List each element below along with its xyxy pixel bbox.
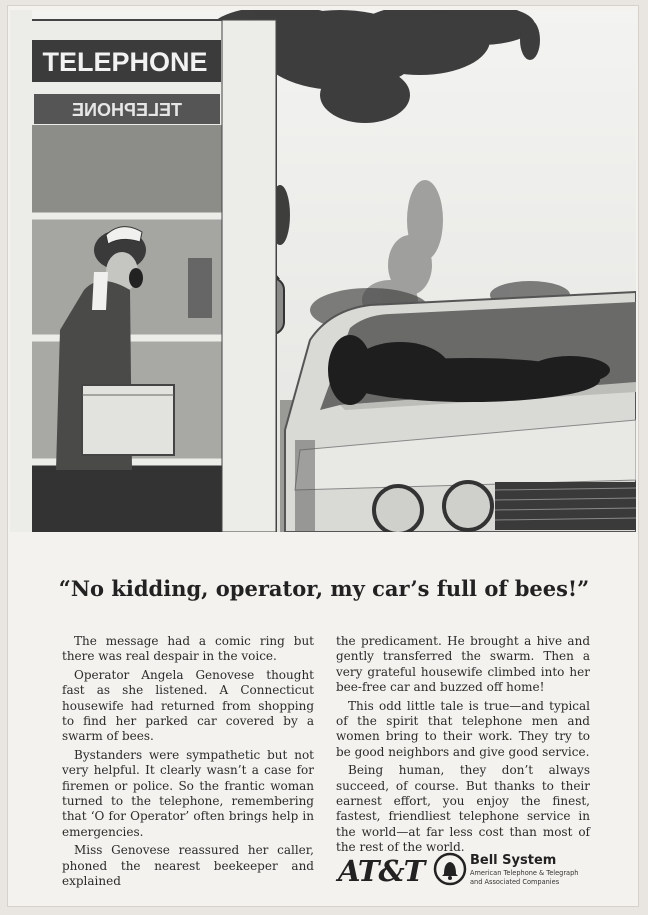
- paragraph: This odd little tale is true—and typical of the spirit that telephone men and women bring to their work. They try to be good neighbors and give good service.: [336, 698, 590, 759]
- paragraph: Being human, they don’t always succeed, of course. But thanks to their earnest effort, you enjoy the finest, fastest, friendliest telephone service in the world—at far less cost than most of the rest of the world.: [336, 763, 590, 855]
- paragraph: Operator Angela Genovese thought fast as she listened. A Connecticut housewife had returned from shopping to find her parked car covered by a swarm of bees.: [62, 667, 314, 744]
- bell-system-title: Bell System: [470, 853, 557, 868]
- paragraph: Bystanders were sympathetic but not very helpful. It clearly wasn’t a case for firemen or police. So the frantic woman turned to the telephone, remembering that ‘O for Operator’ often brings help in emergencies.: [62, 747, 314, 839]
- booth-sign-reflection: TELEPHONE: [71, 100, 183, 120]
- photo-booth-and-car: [10, 10, 636, 532]
- att-wordmark: AT&T: [338, 854, 425, 888]
- car: [285, 292, 636, 532]
- booth-sign: TELEPHONE: [42, 47, 208, 77]
- paragraph: the predicament. He brought a hive and gently transferred the swarm. Then a very grateful housewife climbed into her bee-free car and buzzed off home!: [336, 634, 590, 695]
- ad-page: [8, 6, 638, 906]
- paragraph: The message had a comic ring but there was real despair in the voice.: [62, 634, 314, 664]
- body-column-right: [336, 634, 590, 859]
- body-column-left: [62, 634, 314, 893]
- paragraph: Miss Genovese reassured her caller, phoned the nearest beekeeper and explained: [62, 843, 314, 889]
- telephone-booth: [10, 10, 276, 532]
- headline: “No kidding, operator, my car’s full of bees!”: [58, 576, 590, 601]
- bell-system-subtitle: American Telephone & Telegraph and Associated Companies: [470, 869, 579, 886]
- att-bell-logo: [338, 852, 608, 890]
- bell-icon: [433, 852, 467, 886]
